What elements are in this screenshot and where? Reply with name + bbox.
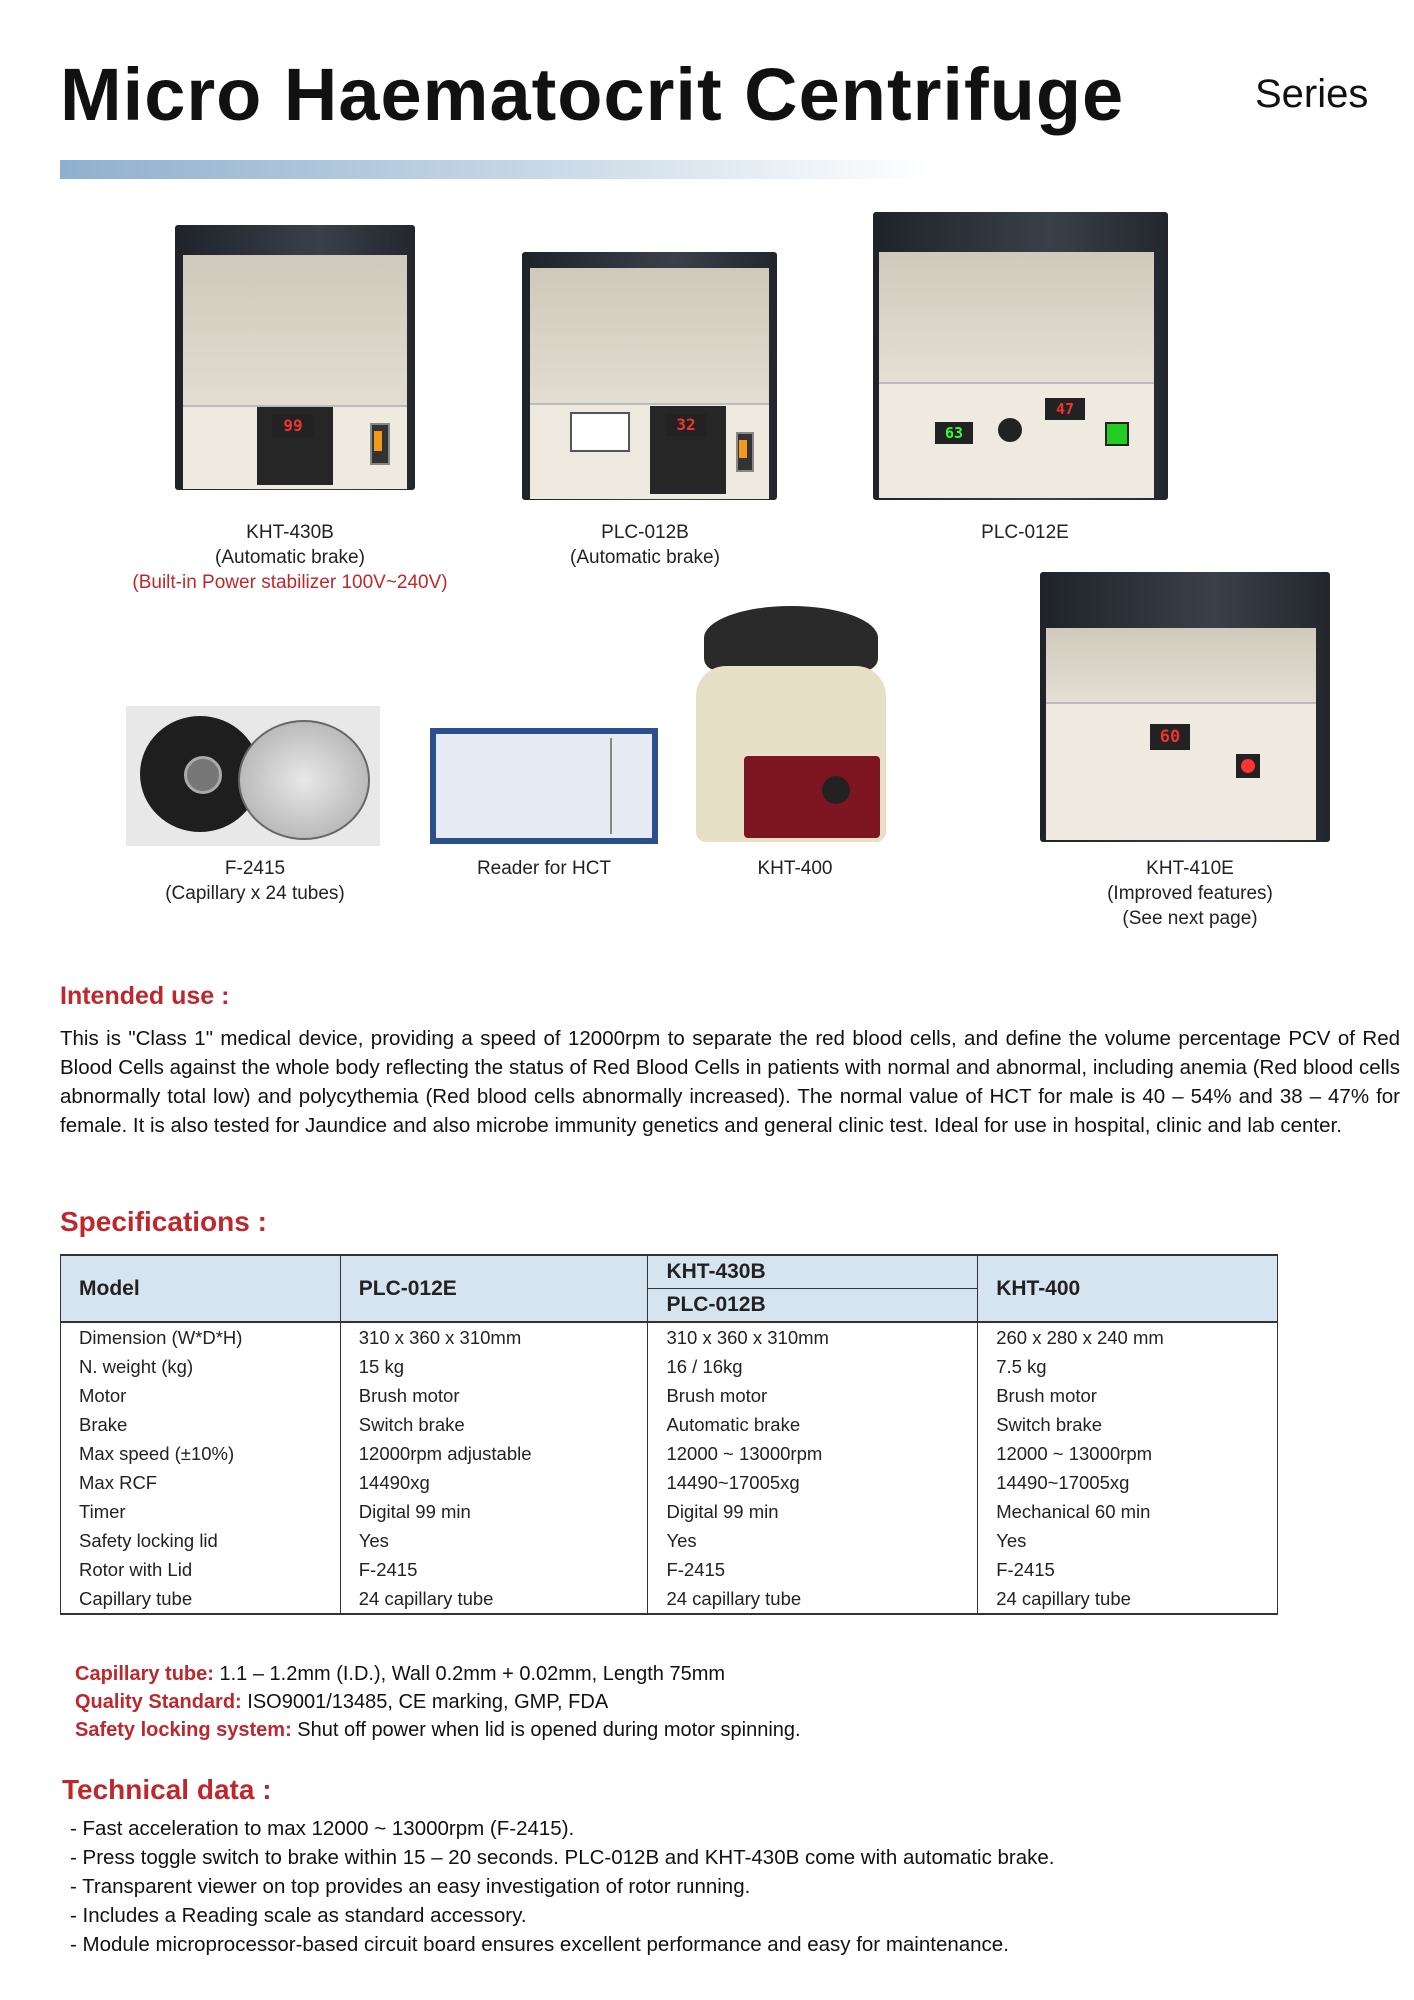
table-cell: Safety locking lid (61, 1526, 341, 1555)
table-cell: 24 capillary tube (648, 1584, 978, 1614)
table-cell: Yes (978, 1526, 1278, 1555)
technical-data-list (70, 1814, 1055, 1959)
column-header-kht-400: KHT-400 (978, 1255, 1278, 1322)
speed-display: 63 (935, 422, 973, 444)
table-cell: Brake (61, 1410, 341, 1439)
caption-kht-400 (700, 856, 890, 881)
product-feature: (Automatic brake) (215, 547, 365, 568)
column-header-kht-430b: KHT-430B (648, 1255, 978, 1289)
table-cell: F-2415 (648, 1555, 978, 1584)
table-cell: Brush motor (978, 1381, 1278, 1410)
table-cell: Yes (340, 1526, 648, 1555)
note-capillary-tube: Capillary tube: 1.1 – 1.2mm (I.D.), Wall 0.2mm + 0.02mm, Length 75mm (75, 1663, 726, 1685)
table-cell: Brush motor (648, 1381, 978, 1410)
caption-plc-012e (900, 520, 1150, 545)
table-cell: 14490~17005xg (648, 1468, 978, 1497)
intended-use-heading: Intended use : (60, 982, 230, 1010)
specifications-table (60, 1254, 1278, 1615)
table-cell: 24 capillary tube (978, 1584, 1278, 1614)
product-image-kht-400 (696, 596, 886, 842)
table-cell: 24 capillary tube (340, 1584, 648, 1614)
list-item: - Transparent viewer on top provides an easy investigation of rotor running. (70, 1875, 751, 1898)
product-image-f-2415 (126, 706, 380, 846)
table-header-row (61, 1255, 1278, 1289)
product-note: (Built-in Power stabilizer 100V~240V) (132, 572, 448, 593)
title-underline-bar (60, 160, 930, 179)
table-cell: Yes (648, 1526, 978, 1555)
table-row (61, 1352, 1278, 1381)
table-row (61, 1468, 1278, 1497)
product-image-plc-012e (873, 212, 1168, 502)
table-row (61, 1555, 1278, 1584)
table-cell: Capillary tube (61, 1584, 341, 1614)
note-safety-locking: Safety locking system: Shut off power when lid is opened during motor spinning. (75, 1719, 801, 1741)
table-cell: 16 / 16kg (648, 1352, 978, 1381)
column-header-plc-012b: PLC-012B (648, 1289, 978, 1323)
table-cell: Timer (61, 1497, 341, 1526)
caption-kht-430b (95, 520, 485, 595)
table-cell: N. weight (kg) (61, 1352, 341, 1381)
list-item: - Fast acceleration to max 12000 ~ 13000rpm (F-2415). (70, 1817, 575, 1840)
timer-display: 32 (666, 414, 706, 436)
table-cell: Automatic brake (648, 1410, 978, 1439)
table-cell: Brush motor (340, 1381, 648, 1410)
caption-kht-410e (1060, 856, 1320, 931)
product-image-plc-012b (522, 252, 777, 502)
table-row (61, 1497, 1278, 1526)
list-item: - Includes a Reading scale as standard accessory. (70, 1904, 527, 1927)
product-model: F-2415 (224, 858, 286, 879)
table-cell: F-2415 (978, 1555, 1278, 1584)
product-model: KHT-430B (246, 522, 334, 543)
table-cell: 12000 ~ 13000rpm (978, 1439, 1278, 1468)
table-row (61, 1381, 1278, 1410)
series-label: Series (1255, 72, 1369, 116)
timer-display: 60 (1150, 724, 1190, 750)
table-row (61, 1410, 1278, 1439)
spec-notes (75, 1660, 801, 1744)
product-feature: (Improved features) (1107, 883, 1273, 904)
table-row (61, 1526, 1278, 1555)
caption-plc-012b (520, 520, 770, 570)
table-row (61, 1584, 1278, 1614)
table-cell: Mechanical 60 min (978, 1497, 1278, 1526)
page-title: Micro Haematocrit Centrifuge (60, 53, 1125, 136)
column-header-plc-012e: PLC-012E (340, 1255, 648, 1322)
list-item: - Press toggle switch to brake within 15 – 20 seconds. PLC-012B and KHT-430B come with automatic brake. (70, 1846, 1055, 1869)
table-row (61, 1322, 1278, 1352)
table-cell: 15 kg (340, 1352, 648, 1381)
product-model: KHT-400 (757, 858, 833, 879)
caption-f-2415 (110, 856, 400, 906)
column-header-model: Model (61, 1255, 341, 1322)
product-model: Reader for HCT (476, 858, 612, 879)
product-feature: (Capillary x 24 tubes) (165, 883, 345, 904)
timer-display: 47 (1045, 398, 1085, 420)
table-cell: Motor (61, 1381, 341, 1410)
product-model: KHT-410E (1146, 858, 1234, 879)
table-cell: 14490xg (340, 1468, 648, 1497)
table-cell: 14490~17005xg (978, 1468, 1278, 1497)
product-image-kht-430b (175, 225, 415, 505)
specifications-heading: Specifications : (60, 1206, 267, 1237)
table-cell: Rotor with Lid (61, 1555, 341, 1584)
list-item: - Module microprocessor-based circuit board ensures excellent performance and easy for maintenance. (70, 1933, 1009, 1956)
table-cell: Digital 99 min (648, 1497, 978, 1526)
product-model: PLC-012B (601, 522, 689, 543)
note-quality-standard: Quality Standard: ISO9001/13485, CE marking, GMP, FDA (75, 1691, 609, 1713)
table-cell: 310 x 360 x 310mm (648, 1322, 978, 1352)
table-cell: Digital 99 min (340, 1497, 648, 1526)
table-cell: 260 x 280 x 240 mm (978, 1322, 1278, 1352)
table-cell: Switch brake (340, 1410, 648, 1439)
timer-display: 99 (272, 415, 314, 437)
table-cell: 310 x 360 x 310mm (340, 1322, 648, 1352)
table-cell: 12000rpm adjustable (340, 1439, 648, 1468)
table-row (61, 1439, 1278, 1468)
product-image-kht-410e (1040, 572, 1330, 844)
intended-use-text: This is "Class 1" medical device, providing a speed of 12000rpm to separate the red blood cells, and define the volume percentage PCV of Red Blood Cells against the whole body reflecting the status of Red Blood Cells in patients with normal and abnormal, including anemia (Red blood cells abnormally total low) and polycythemia (Red blood cells abnormally increased). The normal value of HCT for male is 40 – 54% and 38 – 47% for female. It is also tested for Jaundice and also microbe immunity genetics and general clinic test. Ideal for use in hospital, clinic and lab center. (60, 1027, 1400, 1137)
table-cell: 7.5 kg (978, 1352, 1278, 1381)
product-feature: (See next page) (1122, 908, 1258, 929)
product-model: PLC-012E (981, 522, 1069, 543)
table-cell: Max speed (±10%) (61, 1439, 341, 1468)
table-cell: F-2415 (340, 1555, 648, 1584)
caption-hct-reader (430, 856, 658, 881)
technical-data-heading: Technical data : (62, 1774, 272, 1805)
table-cell: Max RCF (61, 1468, 341, 1497)
product-feature: (Automatic brake) (570, 547, 720, 568)
table-cell: Dimension (W*D*H) (61, 1322, 341, 1352)
table-cell: 12000 ~ 13000rpm (648, 1439, 978, 1468)
product-image-hct-reader (430, 728, 658, 844)
table-cell: Switch brake (978, 1410, 1278, 1439)
